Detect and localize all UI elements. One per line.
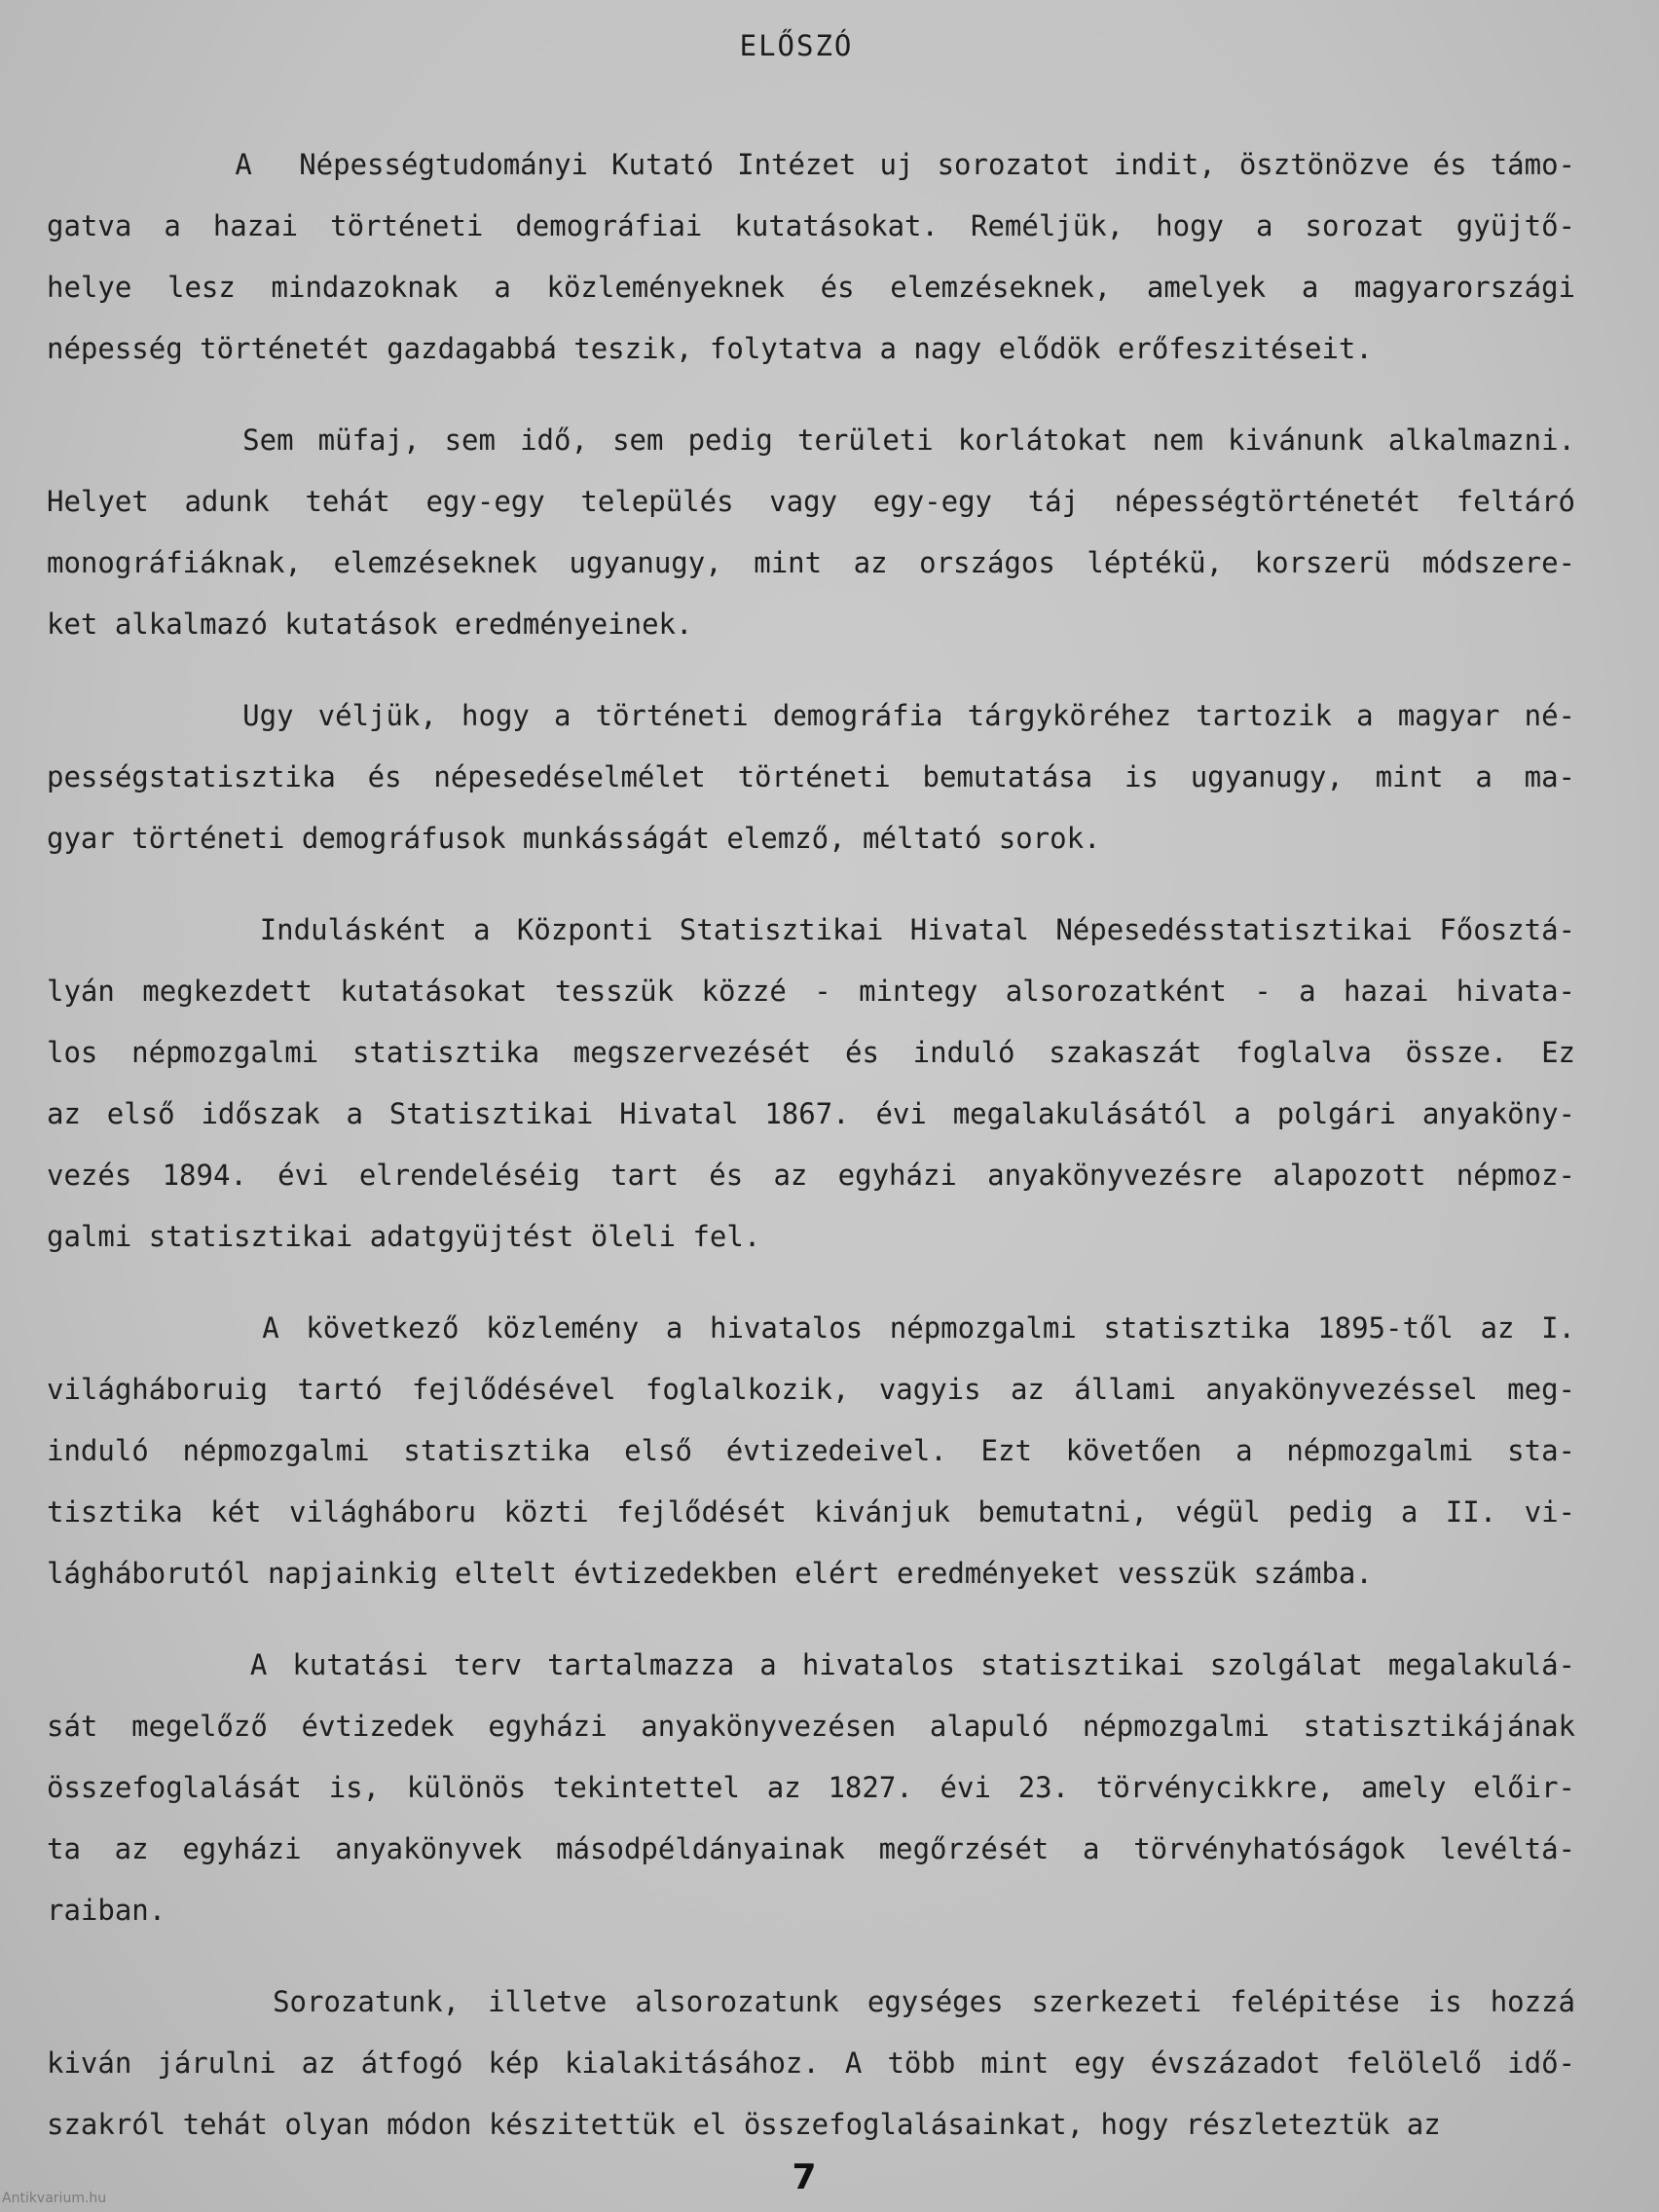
text-line: helye lesz mindazoknak a közleményeknek és elemzéseknek, amelyek a magyarországi bbox=[47, 271, 1575, 304]
text-line: vezés 1894. évi elrendeléséig tart és az egyházi anyakönyvezésre alapozott népmoz- bbox=[47, 1159, 1575, 1192]
paragraph bbox=[47, 1972, 1575, 2156]
text-line: monográfiáknak, elemzéseknek ugyanugy, mint az országos léptékü, korszerü módszere- bbox=[47, 546, 1575, 579]
text-line: raiban. bbox=[47, 1894, 166, 1927]
text-line: népesség történetét gazdagabbá teszik, folytatva a nagy elődök erőfeszitéseit. bbox=[47, 332, 1373, 365]
text-line: A következő közlemény a hivatalos népmozgalmi statisztika 1895-től az I. bbox=[47, 1311, 1575, 1345]
paragraph bbox=[47, 410, 1575, 655]
text-line: Ugy véljük, hogy a történeti demográfia tárgyköréhez tartozik a magyar né- bbox=[47, 699, 1575, 732]
text-line: tisztika két világháboru közti fejlődését kivánjuk bemutatni, végül pedig a II. vi- bbox=[47, 1495, 1575, 1529]
text-line: Sem müfaj, sem idő, sem pedig területi korlátokat nem kivánunk alkalmazni. bbox=[47, 424, 1575, 457]
text-line: lyán megkezdett kutatásokat tesszük közzé - mintegy alsorozatként - a hazai hivata- bbox=[47, 975, 1575, 1008]
paragraph bbox=[47, 685, 1575, 869]
page-number: 7 bbox=[792, 2157, 817, 2197]
text-line: szakról tehát olyan módon készitettük el összefoglalásainkat, hogy részleteztük az bbox=[47, 2108, 1441, 2141]
text-line: induló népmozgalmi statisztika első évtizedeivel. Ezt követően a népmozgalmi sta- bbox=[47, 1434, 1575, 1467]
text-line: összefoglalását is, különös tekintettel az 1827. évi 23. törvénycikkre, amely előir- bbox=[47, 1771, 1575, 1804]
text-line: ket alkalmazó kutatások eredményeinek. bbox=[47, 608, 693, 641]
paragraph bbox=[47, 1635, 1575, 1941]
text-line: galmi statisztikai adatgyüjtést öleli fel. bbox=[47, 1220, 761, 1253]
text-line: ta az egyházi anyakönyvek másodpéldányainak megőrzését a törvényhatóságok levéltá- bbox=[47, 1832, 1575, 1865]
text-line: lágháborutól napjainkig eltelt évtizedekben elért eredményeket vesszük számba. bbox=[47, 1557, 1373, 1590]
watermark: Antikvarium.hu bbox=[2, 2191, 107, 2206]
text-line: gatva a hazai történeti demográfiai kutatásokat. Reméljük, hogy a sorozat gyüjtő- bbox=[47, 209, 1575, 242]
text-line: los népmozgalmi statisztika megszervezését és induló szakaszát foglalva össze. Ez bbox=[47, 1036, 1575, 1069]
page-heading: ELŐSZÓ bbox=[739, 29, 854, 62]
text-line: gyar történeti demográfusok munkásságát elemző, méltató sorok. bbox=[47, 822, 1101, 855]
text-line: sát megelőző évtizedek egyházi anyakönyvezésen alapuló népmozgalmi statisztikájának bbox=[47, 1710, 1575, 1743]
text-line: Indulásként a Központi Statisztikai Hivatal Népesedésstatisztikai Főosztá- bbox=[47, 913, 1575, 946]
paragraph bbox=[47, 900, 1575, 1268]
text-line: kiván járulni az átfogó kép kialakitásához. A több mint egy évszázadot felölelő idő- bbox=[47, 2046, 1575, 2080]
text-line: pességstatisztika és népesedéselmélet történeti bemutatása is ugyanugy, mint a ma- bbox=[47, 760, 1575, 793]
text-line: A Népességtudományi Kutató Intézet uj sorozatot indit, ösztönözve és támo- bbox=[47, 148, 1575, 181]
text-line: világháboruig tartó fejlődésével foglalkozik, vagyis az állami anyakönyvezéssel meg- bbox=[47, 1373, 1575, 1406]
text-line: A kutatási terv tartalmazza a hivatalos statisztikai szolgálat megalakulá- bbox=[47, 1648, 1575, 1681]
body-text bbox=[47, 134, 1575, 2186]
paragraph bbox=[47, 134, 1575, 380]
text-line: Helyet adunk tehát egy-egy település vagy egy-egy táj népességtörténetét feltáró bbox=[47, 485, 1575, 518]
text-line: Sorozatunk, illetve alsorozatunk egységes szerkezeti felépitése is hozzá bbox=[47, 1985, 1575, 2018]
paragraph bbox=[47, 1298, 1575, 1604]
text-line: az első időszak a Statisztikai Hivatal 1867. évi megalakulásától a polgári anyaköny- bbox=[47, 1097, 1575, 1130]
